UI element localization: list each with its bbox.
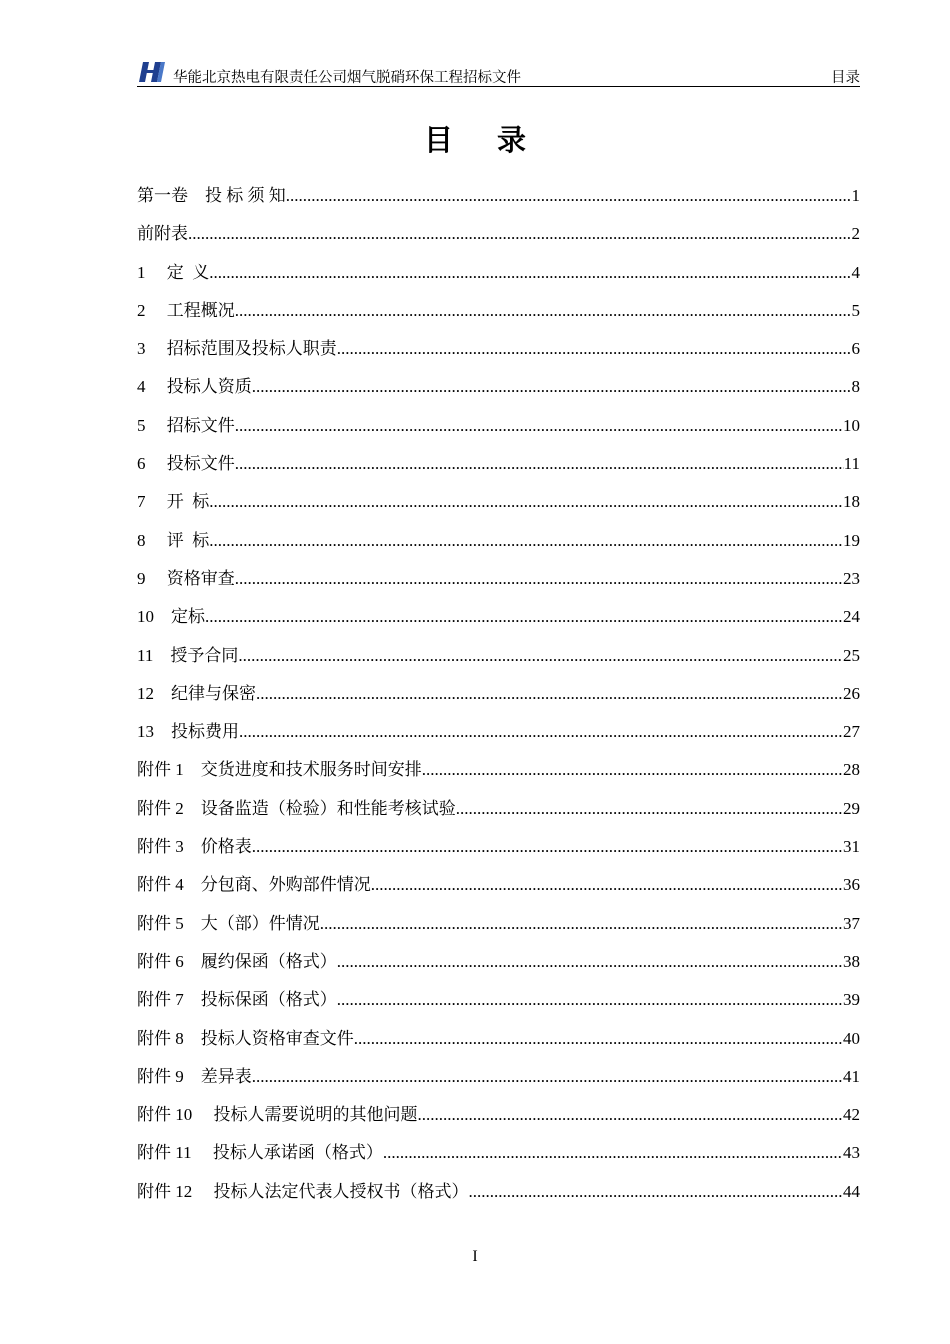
toc-entry-page: 26	[843, 683, 860, 703]
toc-entry[interactable]	[137, 522, 860, 560]
toc-entry-label: 13 投标费用	[137, 722, 239, 742]
toc-dot-leader	[252, 828, 843, 866]
toc-entry-label: 附件 9 差异表	[137, 1066, 252, 1086]
toc-entry-page: 19	[843, 530, 860, 550]
toc-dot-leader	[252, 368, 852, 406]
toc-entry-label: 6 投标文件	[137, 454, 235, 474]
toc-entry[interactable]	[137, 943, 860, 981]
toc-entry-page: 37	[843, 913, 860, 933]
toc-entry[interactable]	[137, 713, 860, 751]
toc-entry-page: 24	[843, 607, 860, 627]
toc-entry-label: 7 开 标	[137, 492, 210, 512]
toc-entry[interactable]	[137, 828, 860, 866]
toc-entry[interactable]	[137, 1058, 860, 1096]
toc-entry-page: 38	[843, 951, 860, 971]
toc-entry[interactable]	[137, 866, 860, 904]
toc-entry-page: 5	[851, 300, 860, 320]
toc-entry-label: 附件 12 投标人法定代表人授权书（格式）	[137, 1181, 469, 1201]
document-title: 目录	[423, 123, 570, 157]
toc-entry[interactable]	[137, 330, 860, 368]
toc-dot-leader	[235, 445, 844, 483]
toc-entry-label: 9 资格审查	[137, 568, 235, 588]
toc-entry[interactable]	[137, 1096, 860, 1134]
toc-entry[interactable]	[137, 1173, 860, 1211]
toc-entry[interactable]	[137, 560, 860, 598]
toc-entry[interactable]	[137, 1020, 860, 1058]
toc-entry-label: 附件 1 交货进度和技术服务时间安排	[137, 760, 422, 780]
toc-entry-label: 附件 5 大（部）件情况	[137, 913, 320, 933]
toc-entry-label: 前附表	[137, 224, 188, 244]
toc-entry-label: 12 纪律与保密	[137, 683, 256, 703]
toc-dot-leader	[469, 1173, 844, 1211]
toc-entry-label: 8 评 标	[137, 530, 210, 550]
header-title: 华能北京热电有限责任公司烟气脱硝环保工程招标文件	[173, 70, 521, 86]
toc-entry[interactable]	[137, 445, 860, 483]
toc-entry-page: 29	[843, 798, 860, 818]
toc-entry[interactable]	[137, 292, 860, 330]
toc-entry[interactable]	[137, 483, 860, 521]
toc-entry-page: 40	[843, 1028, 860, 1048]
company-logo-icon	[139, 62, 165, 82]
toc-entry[interactable]	[137, 368, 860, 406]
toc-dot-leader	[418, 1096, 844, 1134]
toc-entry[interactable]	[137, 751, 860, 789]
toc-entry[interactable]	[137, 790, 860, 828]
toc-entry-page: 25	[843, 645, 860, 665]
toc-entry-page: 10	[843, 415, 860, 435]
toc-entry-page: 36	[843, 875, 860, 895]
toc-entry[interactable]	[137, 637, 860, 675]
toc-entry-page: 28	[843, 760, 860, 780]
toc-dot-leader	[205, 598, 843, 636]
toc-entry-label: 附件 6 履约保函（格式）	[137, 951, 337, 971]
toc-entry-page: 43	[843, 1143, 860, 1163]
toc-dot-leader	[422, 751, 843, 789]
toc-entry-page: 39	[843, 990, 860, 1010]
toc-dot-leader	[252, 1058, 843, 1096]
toc-entry-label: 附件 4 分包商、外购部件情况	[137, 875, 371, 895]
toc-entry-page: 11	[843, 454, 860, 474]
table-of-contents	[137, 177, 860, 1211]
toc-entry-page: 41	[843, 1066, 860, 1086]
toc-entry-label: 1 定 义	[137, 262, 210, 282]
toc-dot-leader	[209, 522, 843, 560]
toc-entry-label: 附件 3 价格表	[137, 837, 252, 857]
toc-dot-leader	[209, 254, 851, 292]
toc-dot-leader	[383, 1134, 843, 1172]
toc-dot-leader	[337, 330, 852, 368]
toc-entry-label: 3 招标范围及投标人职责	[137, 339, 337, 359]
toc-entry-page: 42	[843, 1105, 860, 1125]
toc-entry-page: 8	[851, 377, 860, 397]
toc-entry[interactable]	[137, 177, 860, 215]
toc-entry-page: 44	[843, 1181, 860, 1201]
toc-entry-label: 第一卷 投 标 须 知	[137, 186, 286, 205]
toc-entry[interactable]	[137, 598, 860, 636]
toc-entry-page: 31	[843, 837, 860, 857]
toc-entry[interactable]	[137, 254, 860, 292]
toc-entry-page: 2	[851, 224, 860, 244]
toc-dot-leader	[235, 560, 843, 598]
page-number: I	[472, 1248, 478, 1265]
toc-entry-label: 附件 7 投标保函（格式）	[137, 990, 337, 1010]
toc-dot-leader	[256, 675, 843, 713]
toc-entry-label: 10 定标	[137, 607, 205, 627]
toc-entry-page: 23	[843, 568, 860, 588]
toc-dot-leader	[371, 866, 843, 904]
toc-entry-page: 27	[843, 722, 860, 742]
toc-entry[interactable]	[137, 675, 860, 713]
page-header	[137, 60, 860, 87]
toc-dot-leader	[238, 637, 843, 675]
header-section: 目录	[831, 70, 860, 86]
toc-entry[interactable]	[137, 407, 860, 445]
toc-entry-label: 附件 10 投标人需要说明的其他问题	[137, 1105, 418, 1125]
toc-entry[interactable]	[137, 981, 860, 1019]
toc-dot-leader	[456, 790, 843, 828]
toc-entry-label: 附件 11 投标人承诺函（格式）	[137, 1143, 383, 1163]
toc-entry-label: 附件 2 设备监造（检验）和性能考核试验	[137, 798, 456, 818]
toc-dot-leader	[286, 177, 852, 215]
toc-dot-leader	[209, 483, 843, 521]
toc-entry[interactable]	[137, 1134, 860, 1172]
toc-dot-leader	[235, 292, 852, 330]
toc-dot-leader	[320, 905, 843, 943]
toc-entry-page: 18	[843, 492, 860, 512]
toc-entry-label: 2 工程概况	[137, 300, 235, 320]
toc-dot-leader	[337, 943, 843, 981]
toc-entry[interactable]	[137, 215, 860, 253]
toc-dot-leader	[188, 215, 852, 253]
toc-entry[interactable]	[137, 905, 860, 943]
toc-dot-leader	[354, 1020, 843, 1058]
toc-entry-label: 4 投标人资质	[137, 377, 252, 397]
toc-dot-leader	[337, 981, 843, 1019]
toc-entry-label: 11 授予合同	[137, 645, 239, 665]
toc-entry-page: 6	[851, 339, 860, 359]
toc-entry-label: 5 招标文件	[137, 415, 235, 435]
toc-entry-page: 1	[851, 186, 860, 205]
toc-entry-page: 4	[851, 262, 860, 282]
toc-dot-leader	[235, 407, 843, 445]
toc-dot-leader	[239, 713, 843, 751]
toc-entry-label: 附件 8 投标人资格审查文件	[137, 1028, 354, 1048]
